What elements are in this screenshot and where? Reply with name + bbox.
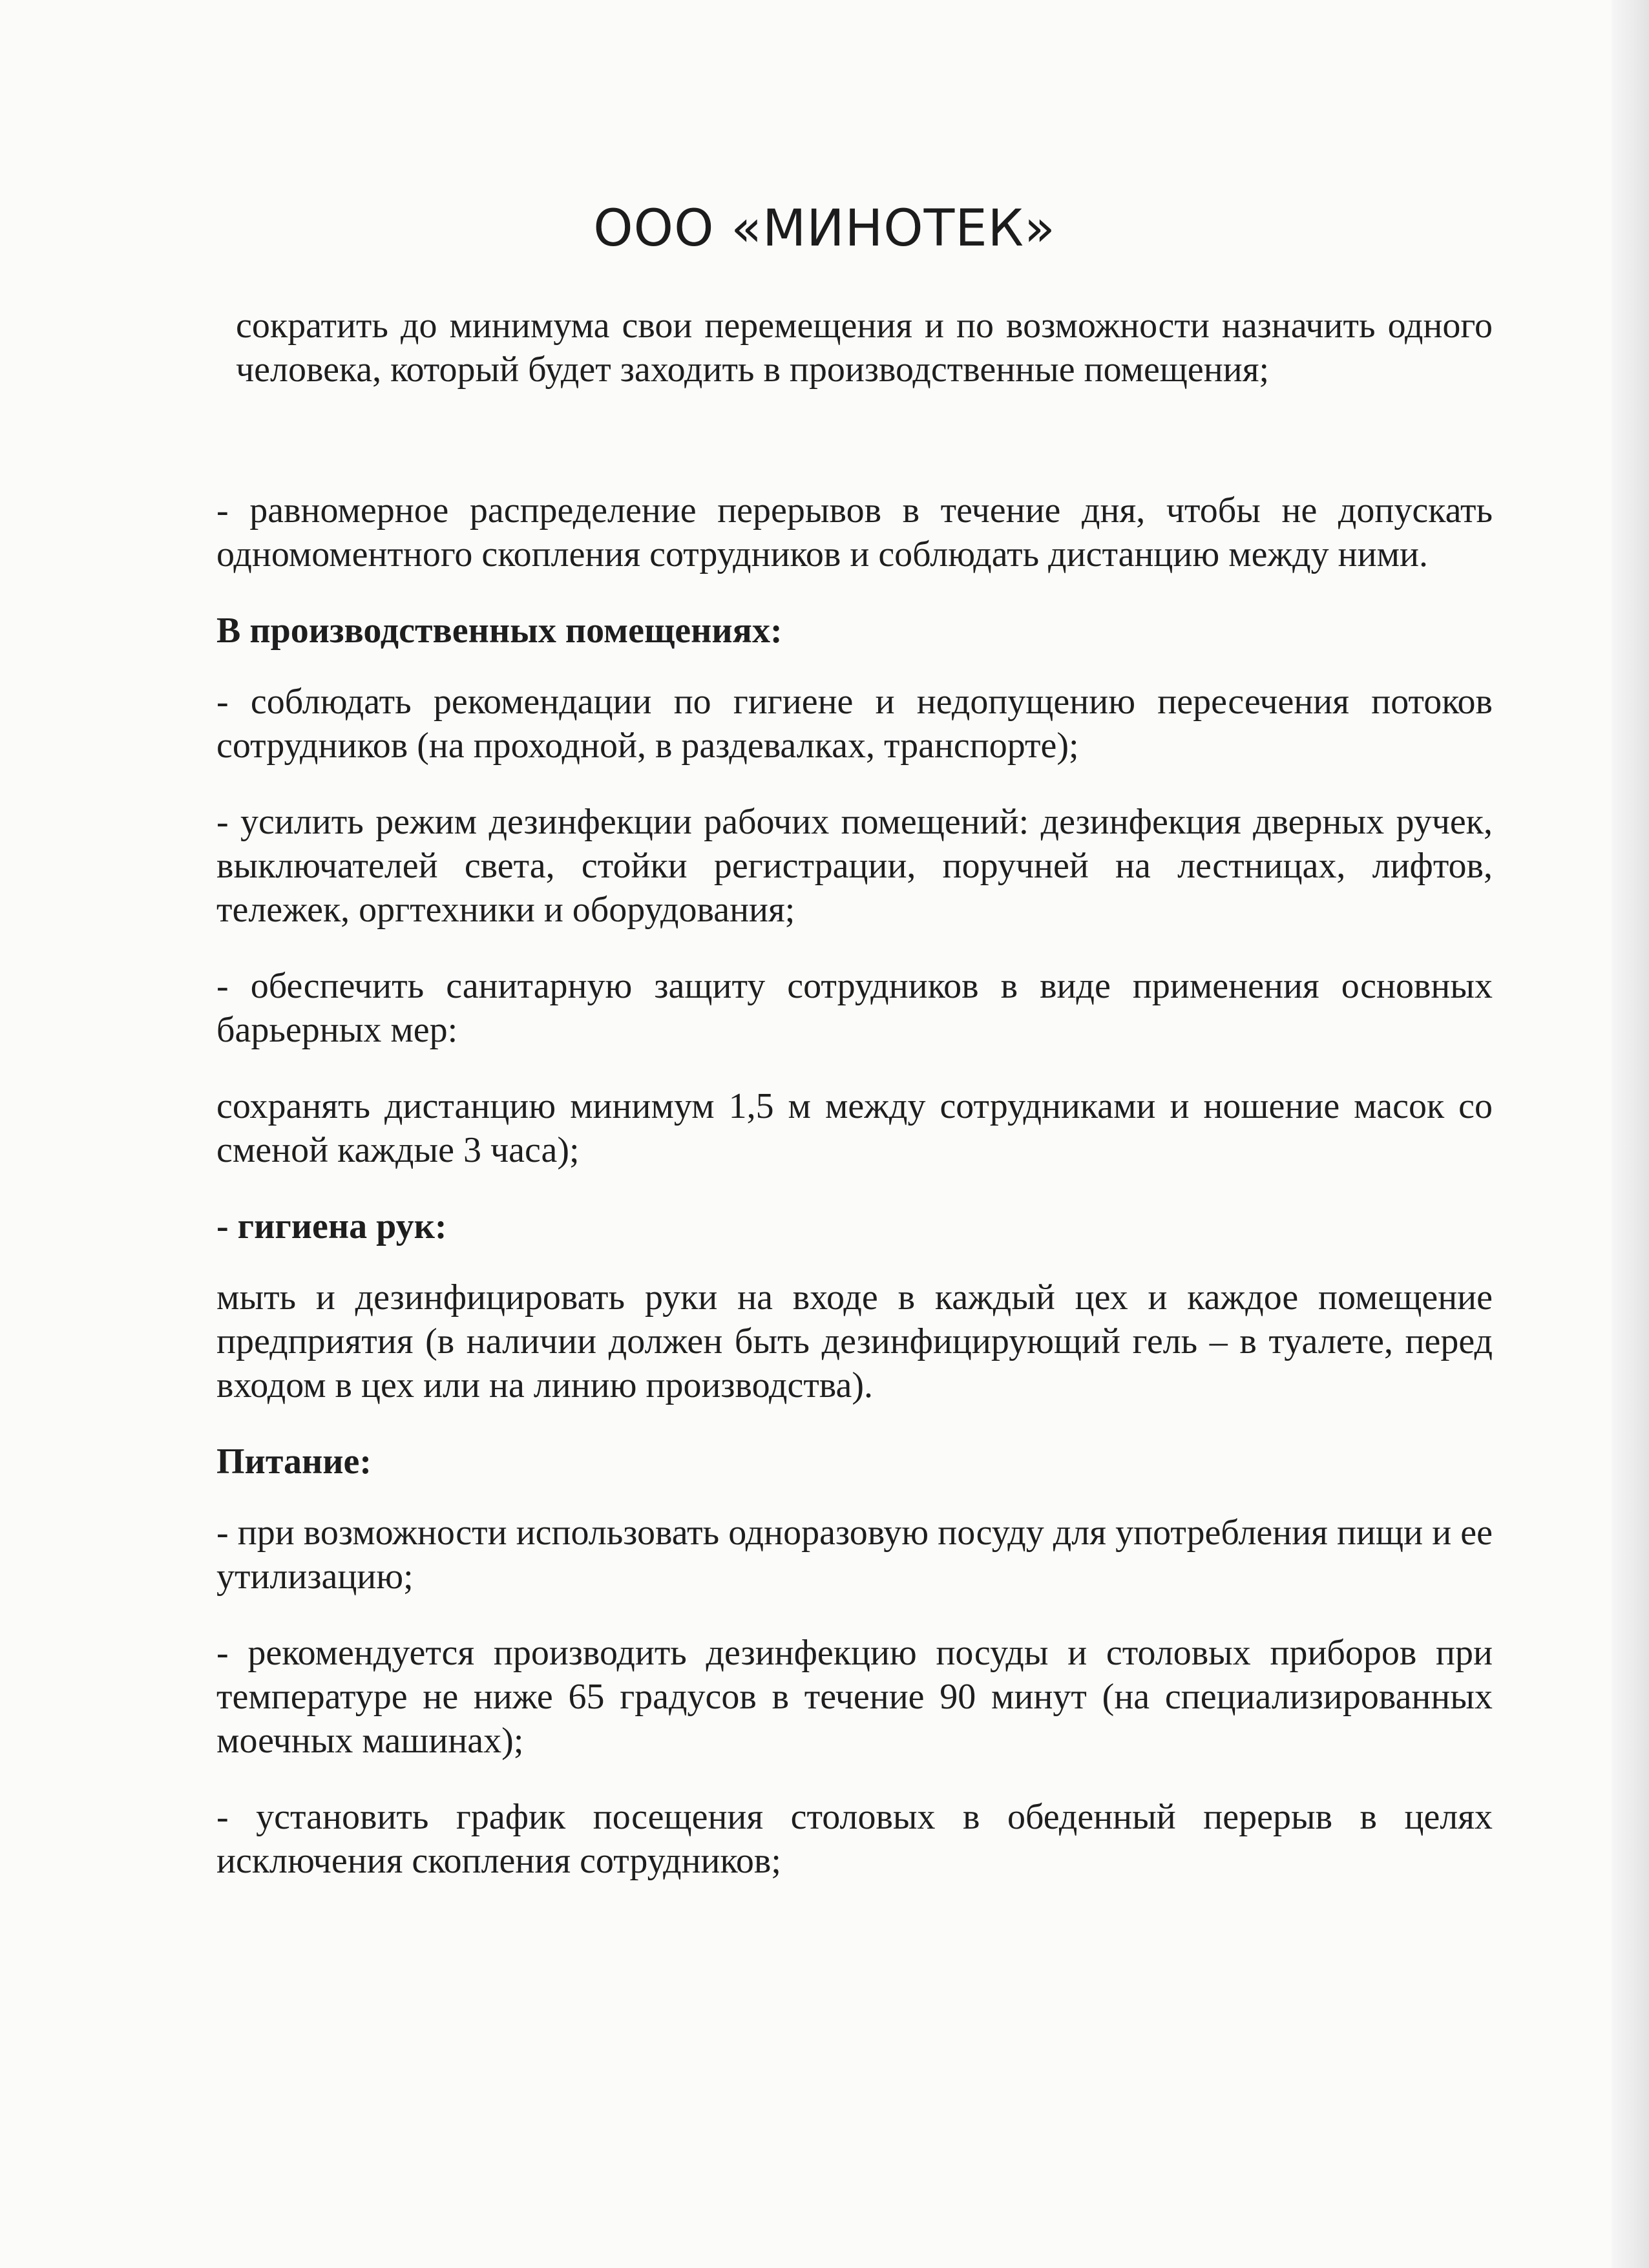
paragraph-movement: сократить до минимума свои перемещения и по возможности назначить одного человека, который будет заходить в производственные помещения; xyxy=(236,306,1493,390)
paragraph-disinfection: - усилить режим дезинфекции рабочих помещений: дезинфекция дверных ручек, выключателей света, стойки регистрации, поручней на лестницах, лифтов, тележек, оргтехники и оборудования; xyxy=(216,802,1493,930)
paragraph-hand-disinfection: мыть и дезинфицировать руки на входе в каждый цех и каждое помещение предприятия (в наличии должен быть дезинфицирующий гель – в туалете, перед входом в цех или на линию производства). xyxy=(216,1277,1493,1405)
heading-hand-hygiene: - гигиена рук: xyxy=(216,1206,447,1246)
paragraph-breaks: - равномерное распределение перерывов в течение дня, чтобы не допускать одномоментного скопления сотрудников и соблюдать дистанцию между ними. xyxy=(216,490,1493,574)
scan-edge-shadow xyxy=(1612,0,1649,2268)
document-body xyxy=(216,304,1493,1915)
company-title: ООО «МИНОТЕК» xyxy=(593,200,1056,258)
paragraph-hygiene-flows: - соблюдать рекомендации по гигиене и недопущению пересечения потоков сотрудников (на проходной, в раздевалках, транспорте); xyxy=(216,682,1493,766)
paragraph-canteen-schedule: - установить график посещения столовых в обеденный перерыв в целях исключения скопления сотрудников; xyxy=(216,1797,1493,1881)
heading-production-premises: В производственных помещениях: xyxy=(216,611,782,651)
paragraph-barrier-measures: - обеспечить санитарную защиту сотрудников в виде применения основных барьерных мер: xyxy=(216,966,1493,1050)
paragraph-dish-disinfection: - рекомендуется производить дезинфекцию посуды и столовых приборов при температуре не ниже 65 градусов в течение 90 минут (на специализированных моечных машинах); xyxy=(216,1633,1493,1761)
heading-nutrition: Питание: xyxy=(216,1442,372,1482)
paragraph-distance-masks: сохранять дистанцию минимум 1,5 м между сотрудниками и ношение масок со сменой каждые 3 часа); xyxy=(216,1086,1493,1170)
paragraph-disposable-tableware: - при возможности использовать одноразовую посуду для употребления пищи и ее утилизацию; xyxy=(216,1513,1493,1597)
